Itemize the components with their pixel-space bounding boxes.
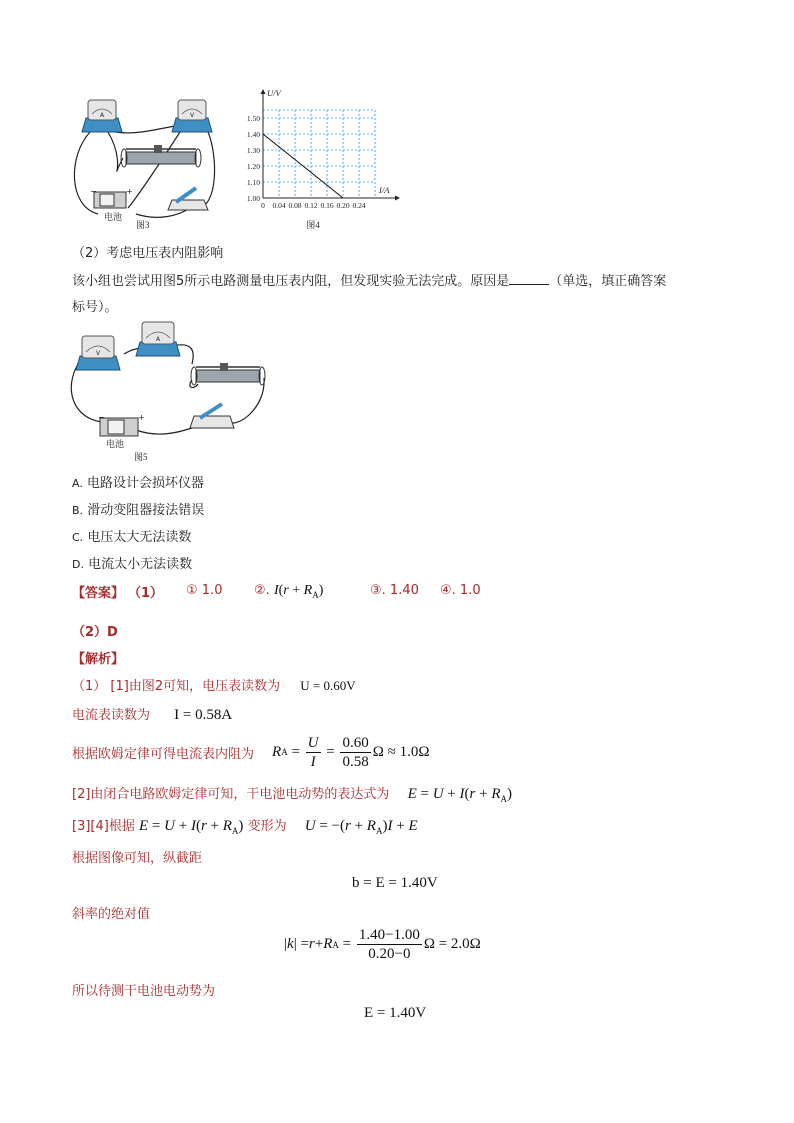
switch-5	[190, 404, 234, 428]
emf-expression: $E = U + I(r + R_A)$	[138, 818, 244, 836]
fraction-denominator: I	[310, 753, 316, 770]
y-tick-label: 1.20	[246, 162, 260, 171]
option-b	[72, 499, 204, 518]
ammeter-resistance-formula: R A = $\frac{U}{I}$ = $\frac{0.60}{0.58}$ Ω ≈ 1.0Ω	[272, 734, 430, 770]
fraction-numerator: U	[307, 734, 319, 751]
figure-3-caption: 图3	[136, 220, 150, 230]
option-text: 电路设计会损坏仪器	[86, 476, 204, 491]
battery-plus: +	[138, 413, 145, 422]
voltmeter-letter: V	[189, 112, 195, 119]
battery-3	[90, 187, 133, 223]
analysis-line-3	[72, 730, 430, 774]
voltage-reading: U = 0.60V	[300, 678, 356, 693]
figure-5-caption: 图5	[134, 452, 148, 462]
y-tick-label: 1.50	[246, 114, 260, 123]
intercept-formula: b = E = 1.40V	[352, 875, 438, 891]
analysis-line-5	[72, 815, 418, 836]
answer-1: ① 1.0	[186, 583, 223, 598]
answer-blank	[509, 272, 549, 285]
answer-3: ③. 1.40	[370, 583, 419, 598]
analysis-line-6: 根据图像可知，纵截距	[72, 851, 203, 866]
rearranged-expression: $U = -(r + R_A)I + E$	[304, 818, 418, 836]
analysis-line-8: 所以待测干电池电动势为	[72, 984, 216, 999]
emf-result: E = 1.40V	[364, 1005, 427, 1021]
voltmeter-letter: V	[95, 350, 101, 357]
y-tick-label: 1.40	[246, 130, 260, 139]
answer-2	[254, 583, 323, 600]
q2-stem-text: 该小组也尝试用图5所示电路测量电压表内阻，但发现实验无法完成。原因是	[72, 274, 510, 289]
y-axis-label: U/V	[267, 88, 281, 98]
emf-expression: $E = U + I(r + R_A)$	[407, 786, 512, 804]
q2-stem-tail: （单选，填正确答案	[549, 274, 667, 289]
option-letter: D.	[72, 558, 84, 571]
figure-5	[68, 318, 268, 463]
answer-part2: （2）D	[72, 625, 118, 640]
ammeter-letter: A	[99, 112, 105, 119]
figure-4	[235, 86, 405, 236]
q2-stem-line1	[72, 270, 666, 289]
x-tick-label: 0.08	[288, 201, 302, 210]
ammeter-5	[136, 322, 180, 356]
option-c	[72, 526, 191, 545]
x-axis-arrow	[395, 196, 400, 201]
x-tick-label: 0.24	[352, 201, 366, 210]
voltmeter-3	[172, 100, 212, 132]
circuit-diagram-3	[68, 96, 228, 231]
analysis-text: [1]由图2可知，电压表读数为	[110, 679, 281, 694]
current-reading: I = 0.58A	[174, 707, 233, 723]
option-letter: A.	[72, 477, 83, 490]
analysis-text: 根据欧姆定律可得电流表内阻为	[72, 746, 255, 762]
ammeter-3	[82, 100, 122, 132]
fraction-denominator: 0.58	[342, 753, 369, 770]
answer-part1: （1）	[128, 586, 164, 601]
option-text: 电压太大无法读数	[87, 530, 192, 545]
u-i-chart	[235, 86, 405, 236]
answer-label: 【答案】	[72, 586, 125, 601]
fraction-denominator: 0.20−0	[368, 946, 411, 962]
analysis-line-7: 斜率的绝对值	[72, 907, 151, 922]
battery-5	[98, 413, 145, 450]
circuit-diagram-5	[68, 318, 268, 463]
answer-4: ④. 1.0	[440, 583, 481, 598]
option-text: 电流太小无法读数	[88, 557, 193, 572]
analysis-text: [3][4]根据	[72, 819, 135, 834]
analysis-text: 变形为	[247, 819, 287, 834]
analysis-line-4	[72, 783, 512, 804]
analysis-text: 电流表读数为	[72, 708, 151, 723]
q2-heading: （2）考虑电压表内阻影响	[72, 246, 224, 261]
option-a	[72, 472, 204, 491]
battery-minus: −	[90, 187, 97, 196]
battery-minus: −	[98, 413, 105, 422]
battery-plus: +	[126, 187, 133, 196]
q2-stem-line2: 标号）。	[72, 300, 118, 315]
x-tick-label: 0.12	[304, 201, 318, 210]
y-tick-label: 1.30	[246, 146, 260, 155]
option-letter: C.	[72, 531, 84, 544]
analysis-line-2	[72, 704, 232, 724]
x-tick-label: 0.20	[336, 201, 350, 210]
formula-result: Ω ≈ 1.0Ω	[372, 743, 430, 760]
slope-formula: | k | = r + R A = $\frac{1.40-1.00}{0.20-0}$ Ω = 2.0Ω	[284, 927, 481, 962]
y-tick-label: 1.00	[246, 194, 260, 203]
x-tick-label: 0	[261, 201, 265, 210]
figure-4-caption: 图4	[306, 220, 320, 230]
rheostat-5	[191, 363, 265, 385]
switch-3	[168, 188, 208, 210]
fraction-numerator: 0.60	[342, 734, 369, 751]
option-d	[72, 553, 192, 572]
analysis-text: [2]由闭合电路欧姆定律可知，干电池电动势的表达式为	[72, 787, 390, 802]
answer-2-prefix: ②.	[254, 583, 270, 598]
y-axis-arrow	[261, 89, 266, 94]
option-text: 滑动变阻器接法错误	[87, 503, 205, 518]
rheostat-3	[121, 145, 201, 167]
analysis-line-1	[72, 675, 356, 694]
x-tick-label: 0.16	[320, 201, 334, 210]
option-letter: B.	[72, 504, 84, 517]
formula-result: Ω = 2.0Ω	[423, 936, 481, 952]
figure-3	[68, 96, 228, 231]
y-tick-label: 1.10	[246, 178, 260, 187]
analysis-label: 【解析】	[72, 652, 125, 667]
answer-2-formula: $I(r + R_A)$	[273, 583, 324, 600]
x-tick-label: 0.04	[272, 201, 286, 210]
analysis-part-label: （1）	[72, 679, 107, 694]
x-axis-label: I/A	[379, 185, 390, 195]
voltmeter-5	[76, 336, 120, 370]
battery-label: 电池	[106, 440, 125, 450]
fraction-numerator: 1.40−1.00	[358, 927, 420, 943]
battery-label: 电池	[104, 213, 123, 223]
ammeter-letter: A	[155, 336, 161, 343]
